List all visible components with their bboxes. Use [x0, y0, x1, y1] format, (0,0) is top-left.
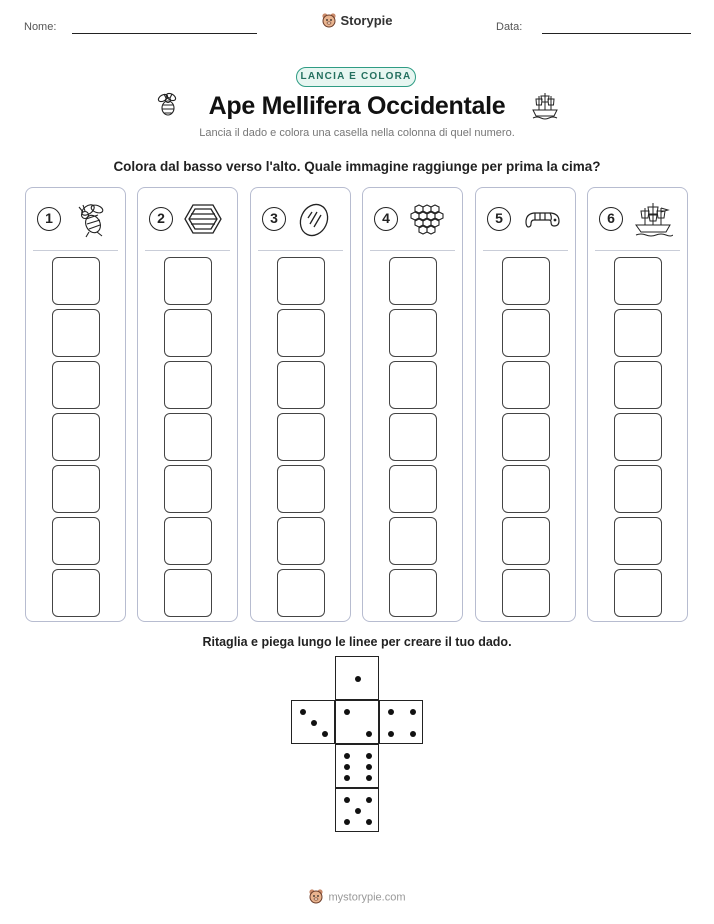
color-cell[interactable] — [502, 413, 550, 461]
color-cell[interactable] — [389, 569, 437, 617]
color-cell[interactable] — [164, 309, 212, 357]
pip — [344, 797, 350, 803]
color-cell[interactable] — [277, 413, 325, 461]
column-divider — [595, 250, 680, 251]
color-cell[interactable] — [164, 257, 212, 305]
color-cell[interactable] — [277, 309, 325, 357]
color-cell[interactable] — [52, 309, 100, 357]
column-number: 6 — [599, 207, 623, 231]
color-cell[interactable] — [502, 517, 550, 565]
color-cell[interactable] — [52, 569, 100, 617]
die-face-3 — [291, 700, 335, 744]
footer — [0, 888, 714, 907]
column-5 — [475, 187, 576, 622]
column-number: 5 — [487, 207, 511, 231]
pip — [344, 764, 350, 770]
column-number: 2 — [149, 207, 173, 231]
brand — [0, 12, 714, 31]
color-cell[interactable] — [389, 517, 437, 565]
pip — [344, 775, 350, 781]
column-divider — [33, 250, 118, 251]
color-cell[interactable] — [164, 465, 212, 513]
pip — [344, 753, 350, 759]
name-label: Nome: — [24, 21, 57, 33]
column-4 — [362, 187, 463, 622]
color-cell[interactable] — [614, 257, 662, 305]
color-cell[interactable] — [502, 569, 550, 617]
pip — [366, 797, 372, 803]
pip — [388, 709, 394, 715]
color-cell[interactable] — [164, 413, 212, 461]
name-line[interactable] — [72, 33, 257, 34]
color-cell[interactable] — [52, 257, 100, 305]
storypie-logo-icon — [321, 12, 337, 31]
column-divider — [483, 250, 568, 251]
pip — [344, 819, 350, 825]
color-cell[interactable] — [52, 465, 100, 513]
column-divider — [145, 250, 230, 251]
page-title: Ape Mellifera Occidentale — [208, 92, 506, 120]
color-cell[interactable] — [502, 257, 550, 305]
color-cell[interactable] — [614, 413, 662, 461]
dice-instructions: Ritaglia e piega lungo le linee per creare il tuo dado. — [202, 635, 512, 649]
pip — [366, 775, 372, 781]
footer-url[interactable]: mystorypie.com — [328, 891, 406, 904]
pip — [366, 764, 372, 770]
seed-icon — [296, 200, 336, 238]
pip — [311, 720, 317, 726]
column-6 — [587, 187, 688, 622]
column-number: 4 — [374, 207, 398, 231]
color-cell[interactable] — [502, 309, 550, 357]
bee-icon — [71, 200, 111, 238]
color-cell[interactable] — [389, 309, 437, 357]
activity-badge: LANCIA E COLORA — [296, 67, 416, 87]
pip — [410, 709, 416, 715]
column-divider — [370, 250, 455, 251]
column-1 — [25, 187, 126, 622]
die-face-2 — [335, 700, 379, 744]
subtitle: Lancia il dado e colora una casella nella colonna di quel numero. — [199, 127, 515, 139]
pip — [355, 808, 361, 814]
color-cell[interactable] — [614, 465, 662, 513]
pip — [355, 676, 361, 682]
color-cell[interactable] — [389, 257, 437, 305]
color-cell[interactable] — [614, 361, 662, 409]
date-label: Data: — [496, 21, 523, 33]
brand-name: Storypie — [340, 12, 393, 28]
color-cell[interactable] — [502, 361, 550, 409]
color-cell[interactable] — [52, 517, 100, 565]
color-cell[interactable] — [52, 361, 100, 409]
pip — [366, 753, 372, 759]
die-face-5 — [335, 788, 379, 832]
storypie-logo-icon — [308, 888, 324, 907]
color-cell[interactable] — [614, 309, 662, 357]
date-line[interactable] — [542, 33, 691, 34]
color-cell[interactable] — [277, 569, 325, 617]
color-cell[interactable] — [164, 517, 212, 565]
color-cell[interactable] — [277, 517, 325, 565]
color-cell[interactable] — [164, 569, 212, 617]
pip — [410, 731, 416, 737]
pip — [322, 731, 328, 737]
pip — [388, 731, 394, 737]
color-cell[interactable] — [502, 465, 550, 513]
color-cell[interactable] — [389, 465, 437, 513]
color-cell[interactable] — [389, 413, 437, 461]
honey-jar-icon — [183, 200, 223, 238]
color-cell[interactable] — [614, 517, 662, 565]
pip — [366, 731, 372, 737]
column-3 — [250, 187, 351, 622]
instruction: Colora dal basso verso l'alto. Quale immagine raggiunge per prima la cima? — [113, 159, 601, 174]
pip — [344, 709, 350, 715]
die-face-6 — [335, 744, 379, 788]
column-number: 3 — [262, 207, 286, 231]
column-divider — [258, 250, 343, 251]
die-face-1 — [335, 656, 379, 700]
color-cell[interactable] — [164, 361, 212, 409]
column-number: 1 — [37, 207, 61, 231]
ship-decoration-icon — [530, 90, 560, 125]
color-cell[interactable] — [277, 361, 325, 409]
larva-icon — [521, 200, 561, 238]
color-cell[interactable] — [277, 257, 325, 305]
honeycomb-icon — [408, 200, 448, 238]
color-cell[interactable] — [389, 361, 437, 409]
color-cell[interactable] — [277, 465, 325, 513]
die-face-4 — [379, 700, 423, 744]
color-cell[interactable] — [52, 413, 100, 461]
pip — [300, 709, 306, 715]
column-2 — [137, 187, 238, 622]
color-cell[interactable] — [614, 569, 662, 617]
ship-icon — [633, 200, 673, 238]
pip — [366, 819, 372, 825]
